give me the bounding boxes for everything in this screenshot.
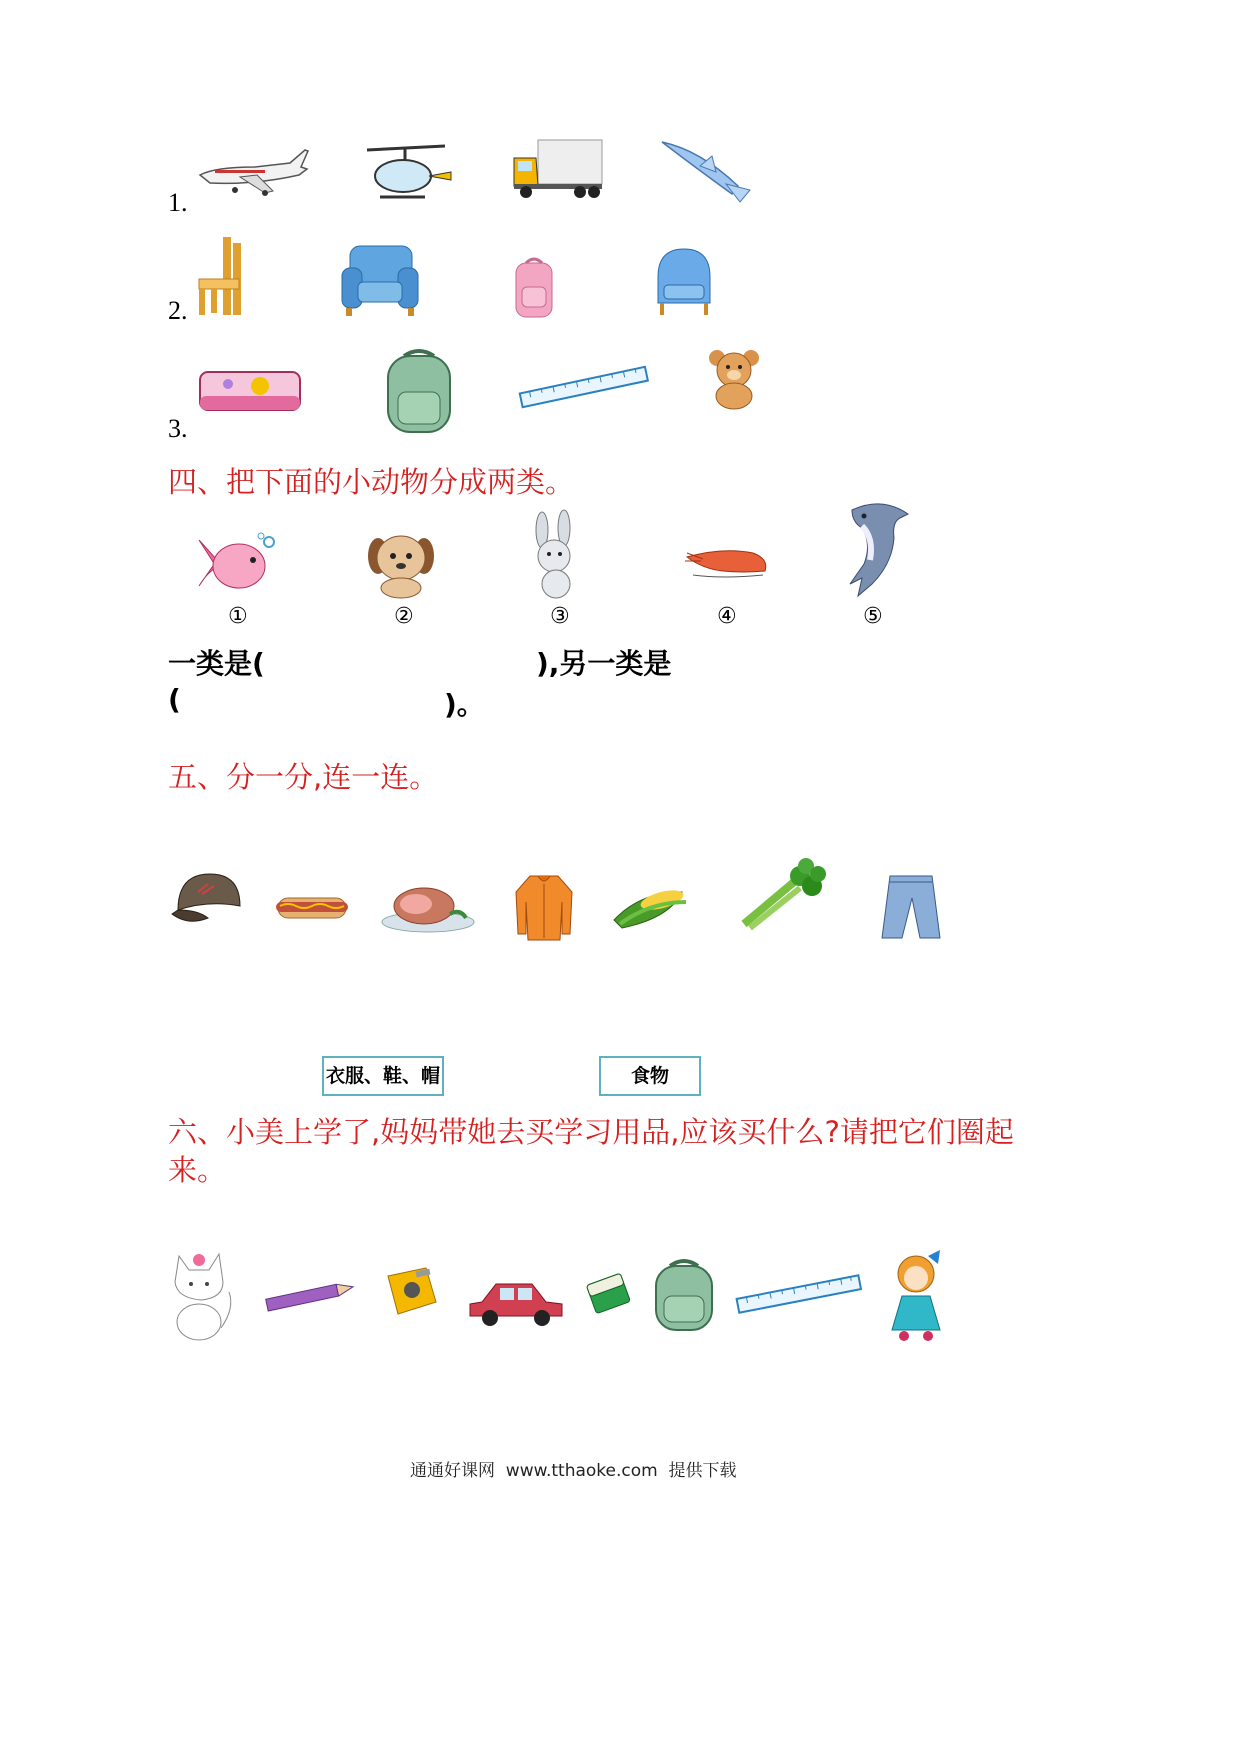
doll-icon bbox=[884, 1248, 948, 1342]
pencil-icon bbox=[262, 1278, 358, 1314]
ham-icon bbox=[380, 878, 476, 936]
armchair-icon bbox=[652, 247, 714, 317]
cat-icon bbox=[165, 1248, 237, 1342]
section6-title-line2: 来。 bbox=[168, 1153, 227, 1187]
jeans-icon bbox=[876, 872, 944, 942]
backpack-icon bbox=[382, 348, 457, 436]
teddy-bear-icon bbox=[703, 348, 765, 410]
truck-icon bbox=[510, 138, 605, 200]
airplane-icon bbox=[195, 145, 310, 200]
item-number-1: 1. bbox=[168, 188, 188, 217]
classify-blank-1[interactable] bbox=[258, 644, 528, 676]
cap-icon bbox=[168, 870, 244, 936]
classify-line1-start: 一类是( bbox=[168, 647, 265, 680]
footer-text: 通通好课网 www.tthaoke.com 提供下载 bbox=[410, 1461, 737, 1481]
category-box-food[interactable]: 食物 bbox=[599, 1056, 701, 1096]
ruler-icon-2 bbox=[735, 1275, 863, 1315]
celery-icon bbox=[740, 858, 826, 930]
chair-icon bbox=[195, 235, 245, 317]
puppy-icon bbox=[364, 530, 438, 600]
ruler-icon bbox=[518, 368, 650, 408]
dolphin-icon bbox=[842, 498, 914, 598]
jacket-icon bbox=[512, 872, 576, 942]
item-number-2: 2. bbox=[168, 296, 188, 325]
classify-line1-end: ),另一类是 bbox=[536, 647, 672, 680]
eraser-icon bbox=[585, 1270, 635, 1320]
category-box-clothes[interactable]: 衣服、鞋、帽 bbox=[322, 1056, 444, 1096]
sharpener-icon bbox=[380, 1262, 442, 1324]
rocket-icon bbox=[660, 138, 752, 208]
classify-blank-2[interactable] bbox=[182, 685, 442, 717]
backpack-icon-2 bbox=[652, 1260, 716, 1332]
animal-number-2: ② bbox=[394, 604, 414, 629]
section5-title: 五、分一分,连一连。 bbox=[168, 760, 439, 794]
backpack-pink-icon bbox=[510, 255, 558, 320]
item-number-3: 3. bbox=[168, 414, 188, 443]
hotdog-icon bbox=[274, 890, 350, 926]
bunny-icon bbox=[524, 512, 590, 600]
car-icon bbox=[466, 1272, 566, 1328]
animal-number-3: ③ bbox=[550, 604, 570, 629]
helicopter-icon bbox=[365, 142, 455, 202]
section4-title: 四、把下面的小动物分成两类。 bbox=[168, 465, 575, 499]
classify-line2-end: )。 bbox=[444, 688, 485, 721]
animal-number-5: ⑤ bbox=[863, 604, 883, 629]
sofa-icon bbox=[340, 242, 420, 317]
section6-title-line1: 六、小美上学了,妈妈带她去买学习用品,应该买什么?请把它们圈起 bbox=[168, 1115, 1014, 1149]
pencil-case-icon bbox=[198, 366, 304, 416]
classify-line2-start: ( bbox=[168, 683, 181, 716]
shrimp-icon bbox=[683, 545, 771, 581]
animal-number-4: ④ bbox=[717, 604, 737, 629]
corn-icon bbox=[610, 882, 690, 932]
animal-number-1: ① bbox=[228, 604, 248, 629]
goldfish-icon bbox=[195, 530, 277, 600]
